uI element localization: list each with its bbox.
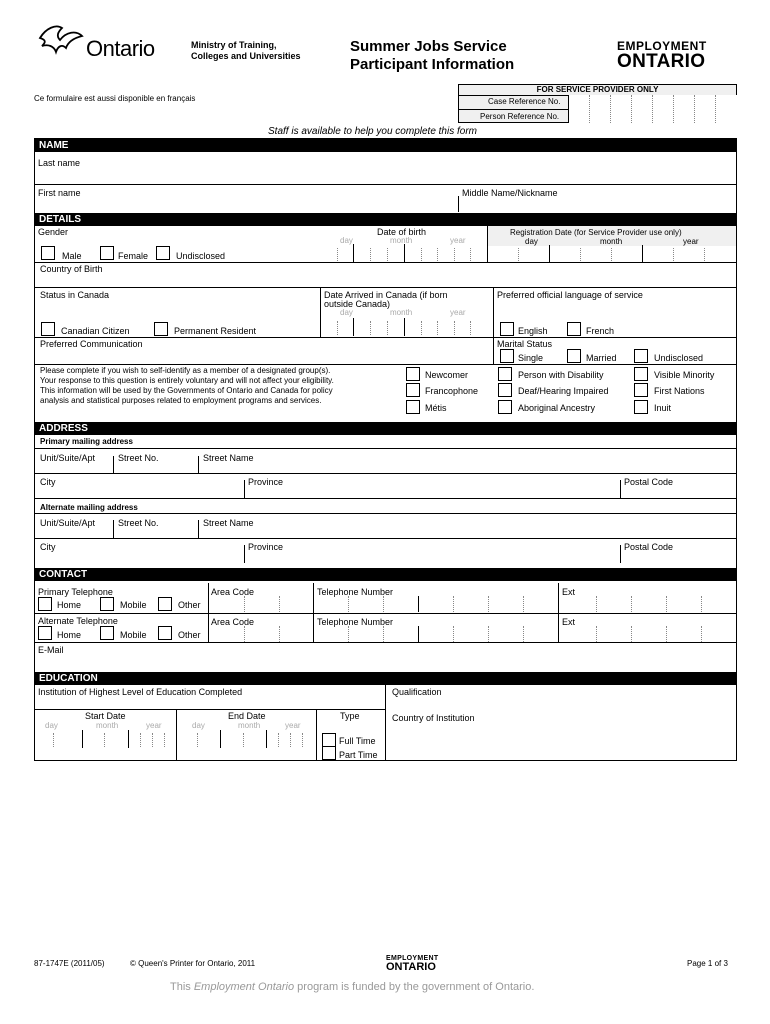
primary-address-label: Primary mailing address <box>40 437 133 446</box>
visible-minority-label: Visible Minority <box>654 370 715 380</box>
primary-other-checkbox[interactable] <box>158 597 172 611</box>
staff-help-note: Staff is available to help you complete this form <box>268 126 477 137</box>
newcomer-label: Newcomer <box>425 370 469 380</box>
newcomer-checkbox[interactable] <box>406 367 420 381</box>
primary-street-name-label: Street Name <box>203 453 254 463</box>
primary-ext-label: Ext <box>562 587 576 597</box>
inuit-label: Inuit <box>654 403 672 413</box>
reg-year-hint: year <box>683 237 699 246</box>
alternate-ext-label: Ext <box>562 617 576 627</box>
ministry-line-2: Colleges and Universities <box>191 51 301 61</box>
aboriginal-label: Aboriginal Ancestry <box>518 403 596 413</box>
country-institution-input[interactable] <box>386 724 736 760</box>
type-label: Type <box>340 711 360 721</box>
institution-label: Institution of Highest Level of Education Completed <box>38 687 243 697</box>
reg-day-hint: day <box>525 237 538 246</box>
alternate-tel-number-label: Telephone Number <box>317 617 394 627</box>
page-number: Page 1 of 3 <box>687 959 728 968</box>
qualification-label: Qualification <box>392 687 442 697</box>
undisclosed-gender-label: Undisclosed <box>176 251 226 261</box>
alternate-city-label: City <box>40 542 56 552</box>
employment-ontario-logo: EMPLOYMENT ONTARIO <box>617 39 707 72</box>
end-date-label: End Date <box>228 711 266 721</box>
end-month-hint: month <box>238 721 261 730</box>
last-name-input[interactable] <box>35 168 736 184</box>
email-input[interactable] <box>35 656 736 670</box>
married-checkbox[interactable] <box>567 349 581 363</box>
status-canada-label: Status in Canada <box>40 290 110 300</box>
francophone-label: Francophone <box>425 386 479 396</box>
permanent-resident-label: Permanent Resident <box>174 326 257 336</box>
registration-date-input[interactable] <box>488 246 736 262</box>
preferred-language-label: Preferred official language of service <box>497 290 643 300</box>
self-id-text-4: analysis and statistical purposes related to employment programs and services. <box>40 396 322 405</box>
marital-undisclosed-checkbox[interactable] <box>634 349 648 363</box>
primary-area-code-input[interactable] <box>209 596 313 612</box>
form-title-line-2: Participant Information <box>350 56 515 73</box>
aboriginal-checkbox[interactable] <box>498 400 512 414</box>
permanent-resident-checkbox[interactable] <box>154 322 168 336</box>
middle-name-input[interactable] <box>460 198 736 212</box>
date-arrived-label-1: Date Arrived in Canada (if born <box>324 290 448 300</box>
dob-month-hint: month <box>390 236 413 245</box>
female-checkbox[interactable] <box>100 246 114 260</box>
alternate-mobile-label: Mobile <box>120 630 147 640</box>
funding-statement: This Employment Ontario program is funded by the government of Ontario. <box>170 981 535 993</box>
full-time-checkbox[interactable] <box>322 733 336 747</box>
contact-section-header: CONTACT <box>34 568 737 581</box>
end-day-hint: day <box>192 721 205 730</box>
first-name-input[interactable] <box>35 198 455 212</box>
country-of-birth-label: Country of Birth <box>40 264 103 274</box>
married-label: Married <box>586 353 617 363</box>
primary-home-checkbox[interactable] <box>38 597 52 611</box>
primary-street-input[interactable] <box>35 463 736 473</box>
visible-minority-checkbox[interactable] <box>634 367 648 381</box>
primary-city-input[interactable] <box>35 488 736 498</box>
alternate-tel-number-input[interactable] <box>314 626 558 642</box>
part-time-checkbox[interactable] <box>322 746 336 760</box>
registration-date-label: Registration Date (for Service Provider use only) <box>510 228 682 237</box>
primary-city-label: City <box>40 477 56 487</box>
education-section-header: EDUCATION <box>34 672 737 685</box>
alternate-address-label: Alternate mailing address <box>40 503 138 512</box>
form-number: 87-1747E (2011/05) <box>34 959 105 968</box>
name-section-header: NAME <box>34 139 737 152</box>
alternate-postal-label: Postal Code <box>624 542 674 552</box>
start-date-input[interactable] <box>35 730 175 748</box>
alternate-mobile-checkbox[interactable] <box>100 626 114 640</box>
primary-mobile-checkbox[interactable] <box>100 597 114 611</box>
english-checkbox[interactable] <box>500 322 514 336</box>
details-section-header: DETAILS <box>34 213 737 226</box>
primary-street-no-label: Street No. <box>118 453 159 463</box>
start-year-hint: year <box>146 721 162 730</box>
alternate-telephone-label: Alternate Telephone <box>38 616 118 626</box>
copyright: © Queen's Printer for Ontario, 2011 <box>130 959 256 968</box>
alternate-street-name-label: Street Name <box>203 518 254 528</box>
primary-province-label: Province <box>248 477 284 487</box>
male-checkbox[interactable] <box>41 246 55 260</box>
marital-undisclosed-label: Undisclosed <box>654 353 704 363</box>
dob-day-hint: day <box>340 236 353 245</box>
arrived-day-hint: day <box>340 308 353 317</box>
person-reference-label: Person Reference No. <box>480 112 560 121</box>
alternate-home-label: Home <box>57 630 82 640</box>
full-time-label: Full Time <box>339 736 376 746</box>
qualification-input[interactable] <box>386 697 736 709</box>
undisclosed-gender-checkbox[interactable] <box>156 246 170 260</box>
metis-label: Métis <box>425 403 447 413</box>
alternate-area-code-input[interactable] <box>209 626 313 642</box>
french-label: French <box>586 326 615 336</box>
deaf-label: Deaf/Hearing Impaired <box>518 386 609 396</box>
footer-employment-ontario-logo: EMPLOYMENT ONTARIO <box>386 955 439 973</box>
disability-checkbox[interactable] <box>498 367 512 381</box>
case-reference-label: Case Reference No. <box>488 97 561 106</box>
end-year-hint: year <box>285 721 301 730</box>
service-provider-title: FOR SERVICE PROVIDER ONLY <box>536 85 659 94</box>
alternate-province-label: Province <box>248 542 284 552</box>
francophone-checkbox[interactable] <box>406 383 420 397</box>
canadian-citizen-checkbox[interactable] <box>41 322 55 336</box>
middle-name-label: Middle Name/Nickname <box>462 188 558 198</box>
deaf-checkbox[interactable] <box>498 383 512 397</box>
form-title-line-1: Summer Jobs Service <box>350 38 507 55</box>
single-checkbox[interactable] <box>500 349 514 363</box>
inuit-checkbox[interactable] <box>634 400 648 414</box>
country-of-birth-input[interactable] <box>35 274 736 287</box>
ontario-trillium-logo <box>36 22 86 62</box>
preferred-communication-input[interactable] <box>35 349 491 363</box>
self-id-text-1: Please complete if you wish to self-identify as a member of a designated group(s). <box>40 366 331 375</box>
primary-postal-label: Postal Code <box>624 477 674 487</box>
alternate-ext-input[interactable] <box>559 626 736 642</box>
email-label: E-Mail <box>38 645 64 655</box>
first-name-label: First name <box>38 188 81 198</box>
first-nations-checkbox[interactable] <box>634 383 648 397</box>
primary-area-code-label: Area Code <box>211 587 255 597</box>
alternate-city-input[interactable] <box>35 553 736 565</box>
primary-telephone-label: Primary Telephone <box>38 587 113 597</box>
preferred-communication-label: Preferred Communication <box>40 339 143 349</box>
alternate-unit-label: Unit/Suite/Apt <box>40 518 96 528</box>
reg-month-hint: month <box>600 237 623 246</box>
last-name-label: Last name <box>38 158 81 168</box>
alternate-street-input[interactable] <box>35 528 736 538</box>
primary-unit-label: Unit/Suite/Apt <box>40 453 96 463</box>
arrived-month-hint: month <box>390 308 413 317</box>
alternate-other-checkbox[interactable] <box>158 626 172 640</box>
male-label: Male <box>62 251 82 261</box>
alternate-area-code-label: Area Code <box>211 617 255 627</box>
disability-label: Person with Disability <box>518 370 604 380</box>
primary-home-label: Home <box>57 600 82 610</box>
primary-tel-number-input[interactable] <box>314 596 558 612</box>
first-nations-label: First Nations <box>654 386 705 396</box>
self-id-text-3: This information will be used by the Governments of Ontario and Canada for policy <box>40 386 333 395</box>
start-date-label: Start Date <box>85 711 126 721</box>
marital-status-label: Marital Status <box>497 339 553 349</box>
arrived-year-hint: year <box>450 308 466 317</box>
dob-label: Date of birth <box>377 227 427 237</box>
institution-input[interactable] <box>35 697 383 709</box>
gender-label: Gender <box>38 227 69 237</box>
alternate-other-label: Other <box>178 630 201 640</box>
metis-checkbox[interactable] <box>406 400 420 414</box>
alternate-home-checkbox[interactable] <box>38 626 52 640</box>
part-time-label: Part Time <box>339 750 378 760</box>
english-label: English <box>518 326 548 336</box>
date-arrived-label-2: outside Canada) <box>324 299 391 309</box>
country-institution-label: Country of Institution <box>392 713 475 723</box>
ministry-line-1: Ministry of Training, <box>191 40 277 50</box>
primary-other-label: Other <box>178 600 201 610</box>
primary-mobile-label: Mobile <box>120 600 147 610</box>
dob-year-hint: year <box>450 236 466 245</box>
french-checkbox[interactable] <box>567 322 581 336</box>
self-id-text-2: Your response to this question is entirely voluntary and will not affect your eligibility. <box>40 376 334 385</box>
start-day-hint: day <box>45 721 58 730</box>
start-month-hint: month <box>96 721 119 730</box>
french-availability-note: Ce formulaire est aussi disponible en français <box>34 94 196 103</box>
address-section-header: ADDRESS <box>34 422 737 435</box>
alternate-street-no-label: Street No. <box>118 518 159 528</box>
female-label: Female <box>118 251 149 261</box>
primary-tel-number-label: Telephone Number <box>317 587 394 597</box>
primary-ext-input[interactable] <box>559 596 736 612</box>
canadian-citizen-label: Canadian Citizen <box>61 326 130 336</box>
ontario-logo-text: Ontario <box>86 36 155 61</box>
single-label: Single <box>518 353 544 363</box>
